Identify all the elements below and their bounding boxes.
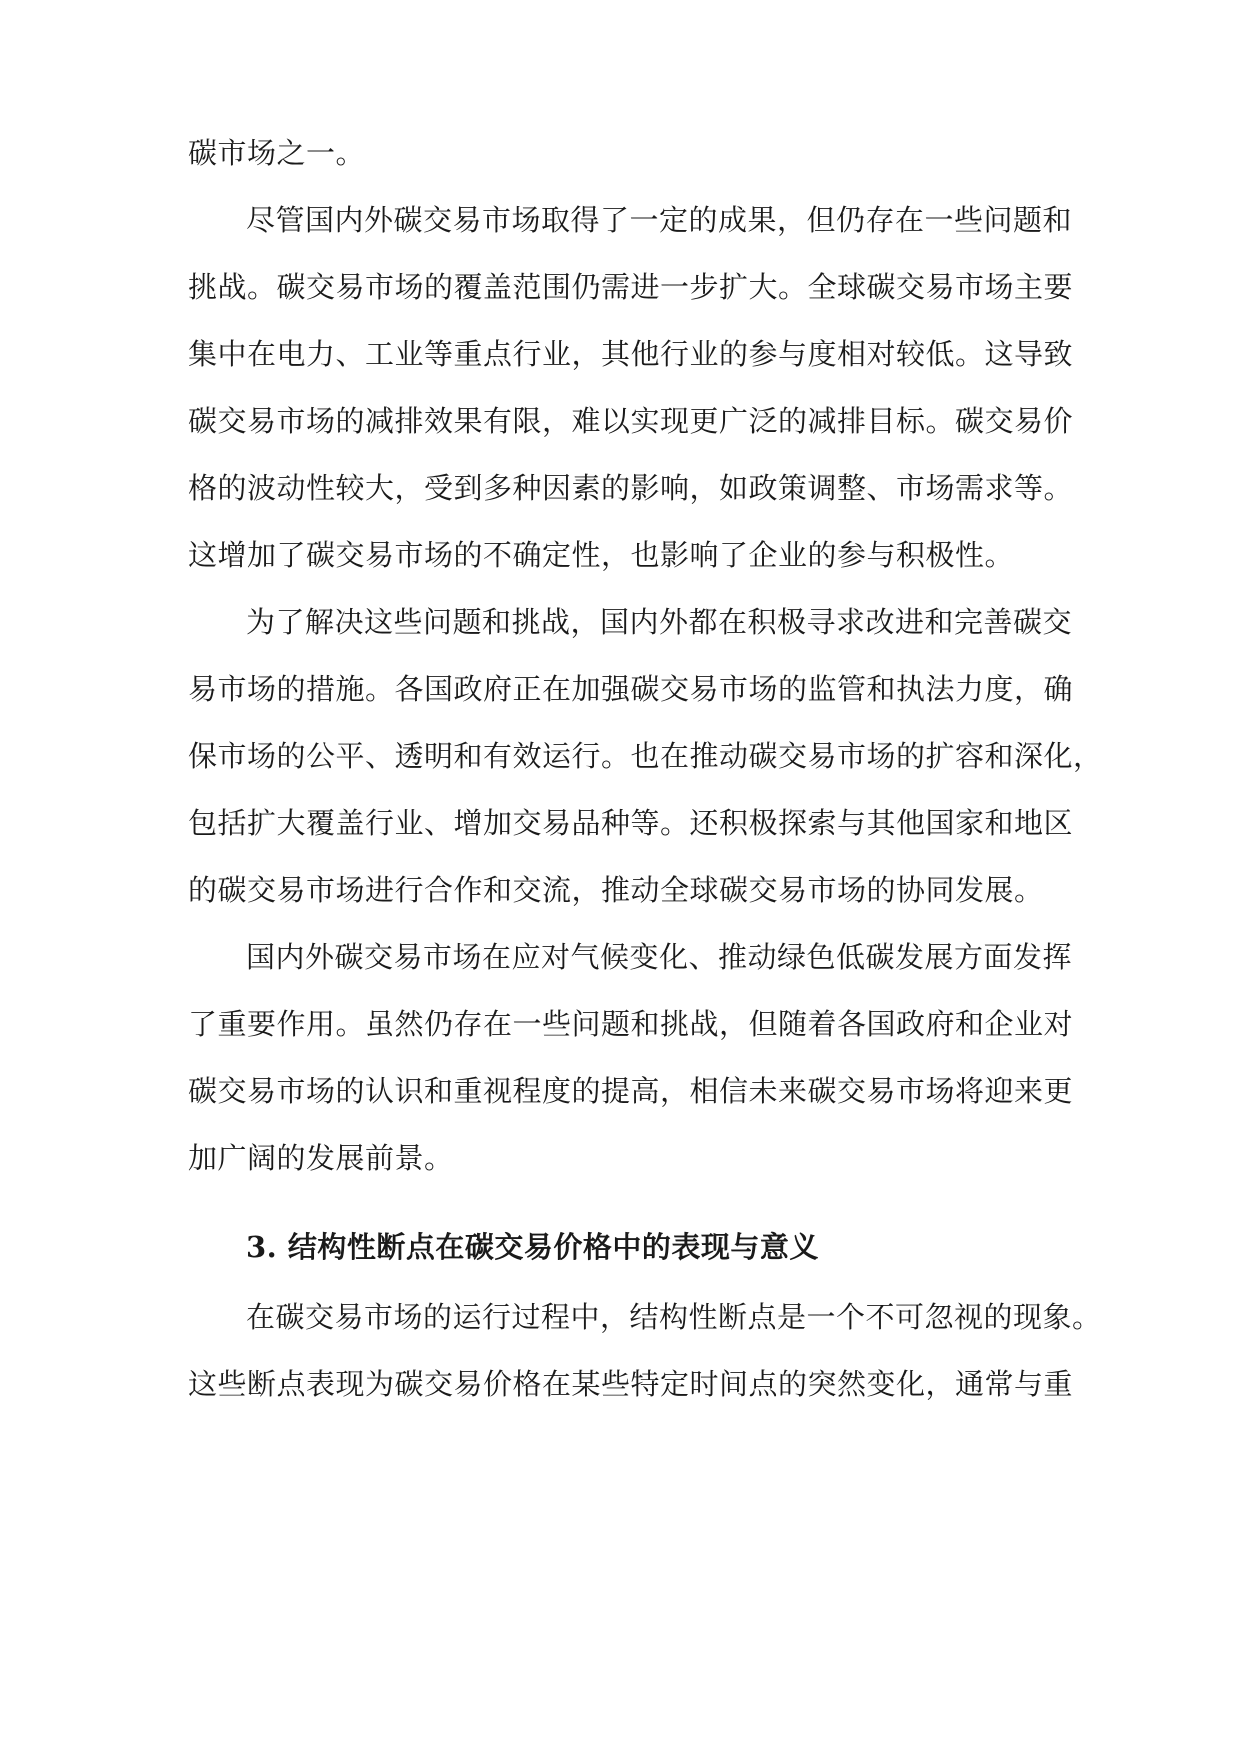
text-line: 为了解决这些问题和挑战，国内外都在积极寻求改进和完善碳交 bbox=[246, 605, 1073, 639]
text-line: 易市场的措施。各国政府正在加强碳交易市场的监管和执法力度，确 bbox=[188, 672, 1074, 706]
text-line: 碳交易市场的减排效果有限，难以实现更广泛的减排目标。碳交易价 bbox=[188, 404, 1074, 438]
text-line: 这增加了碳交易市场的不确定性，也影响了企业的参与积极性。 bbox=[188, 538, 1015, 572]
text-line: 在碳交易市场的运行过程中，结构性断点是一个不可忽视的现象。 bbox=[246, 1300, 1102, 1334]
text-line: 碳市场之一。 bbox=[188, 136, 366, 170]
text-line: 包括扩大覆盖行业、增加交易品种等。还积极探索与其他国家和地区 bbox=[188, 806, 1074, 840]
text-line: 了重要作用。虽然仍存在一些问题和挑战，但随着各国政府和企业对 bbox=[188, 1007, 1074, 1041]
text-line: 的碳交易市场进行合作和交流，推动全球碳交易市场的协同发展。 bbox=[188, 873, 1044, 907]
text-line: 碳交易市场的认识和重视程度的提高，相信未来碳交易市场将迎来更 bbox=[188, 1074, 1074, 1108]
section-heading: 3. 结构性断点在碳交易价格中的表现与意义 bbox=[246, 1230, 819, 1264]
text-line: 保市场的公平、透明和有效运行。也在推动碳交易市场的扩容和深化， bbox=[188, 739, 1103, 773]
text-line: 国内外碳交易市场在应对气候变化、推动绿色低碳发展方面发挥 bbox=[246, 940, 1073, 974]
text-line: 这些断点表现为碳交易价格在某些特定时间点的突然变化，通常与重 bbox=[188, 1367, 1074, 1401]
text-line: 挑战。碳交易市场的覆盖范围仍需进一步扩大。全球碳交易市场主要 bbox=[188, 270, 1074, 304]
text-line: 集中在电力、工业等重点行业，其他行业的参与度相对较低。这导致 bbox=[188, 337, 1074, 371]
text-line: 加广阔的发展前景。 bbox=[188, 1141, 454, 1175]
text-line: 格的波动性较大，受到多种因素的影响，如政策调整、市场需求等。 bbox=[188, 471, 1074, 505]
text-line: 尽管国内外碳交易市场取得了一定的成果，但仍存在一些问题和 bbox=[246, 203, 1073, 237]
